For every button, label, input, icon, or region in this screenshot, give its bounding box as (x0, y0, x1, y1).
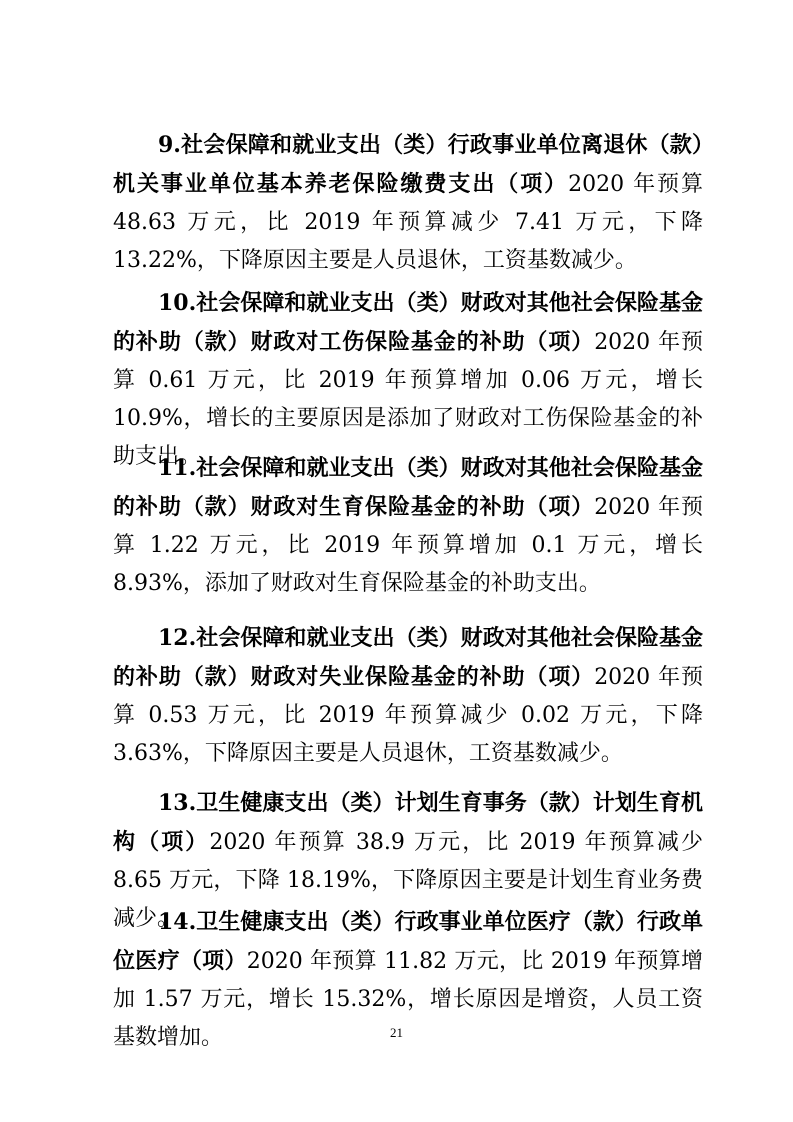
paragraph-body: 2020 年预算 1.22 万元，比 2019 年预算增加 0.1 万元，增长 8.93%，添加了财政对生育保险基金的补助支出。 (113, 495, 703, 596)
paragraph-item-9 (113, 126, 703, 280)
paragraph-title: 14.卫生健康支出（类）行政事业单位医疗（款）行政单位医疗（项） (113, 909, 703, 974)
paragraph-title: 13.卫生健康支出（类）计划生育事务（款）计划生育机构（项） (113, 790, 703, 855)
paragraph-title: 12.社会保障和就业支出（类）财政对其他社会保险基金的补助（款）财政对失业保险基金的补助（项） (113, 625, 703, 690)
paragraph-item-10 (113, 284, 703, 476)
paragraph-body: 2020 年预算 11.82 万元，比 2019 年预算增加 1.57 万元，增长 15.32%，增长原因是增资，人员工资基数增加。 (113, 949, 703, 1050)
page-number: 21 (390, 1025, 403, 1040)
paragraph-body: 2020 年预算 0.61 万元，比 2019 年预算增加 0.06 万元，增长 10.9%，增长的主要原因是添加了财政对工伤保险基金的补助支出。 (113, 330, 703, 469)
paragraph-title: 10.社会保障和就业支出（类）财政对其他社会保险基金的补助（款）财政对工伤保险基金的补助（项） (113, 290, 703, 355)
paragraph-body: 2020 年预算 48.63 万元，比 2019 年预算减少 7.41 万元，下降 13.22%，下降原因主要是人员退休，工资基数减少。 (113, 172, 703, 273)
paragraph-body: 2020 年预算 0.53 万元，比 2019 年预算减少 0.02 万元，下降 3.63%，下降原因主要是人员退休，工资基数减少。 (113, 665, 703, 766)
paragraph-item-12 (113, 619, 703, 773)
paragraph-item-11 (113, 449, 703, 603)
paragraph-body: 2020 年预算 38.9 万元，比 2019 年预算减少 8.65 万元，下降 18.19%，下降原因主要是计划生育业务费减少。 (113, 830, 703, 931)
paragraph-title: 9.社会保障和就业支出（类）行政事业单位离退休（款）机关事业单位基本养老保险缴费支出（项） (113, 132, 703, 197)
paragraph-title: 11.社会保障和就业支出（类）财政对其他社会保险基金的补助（款）财政对生育保险基金的补助（项） (113, 455, 703, 520)
